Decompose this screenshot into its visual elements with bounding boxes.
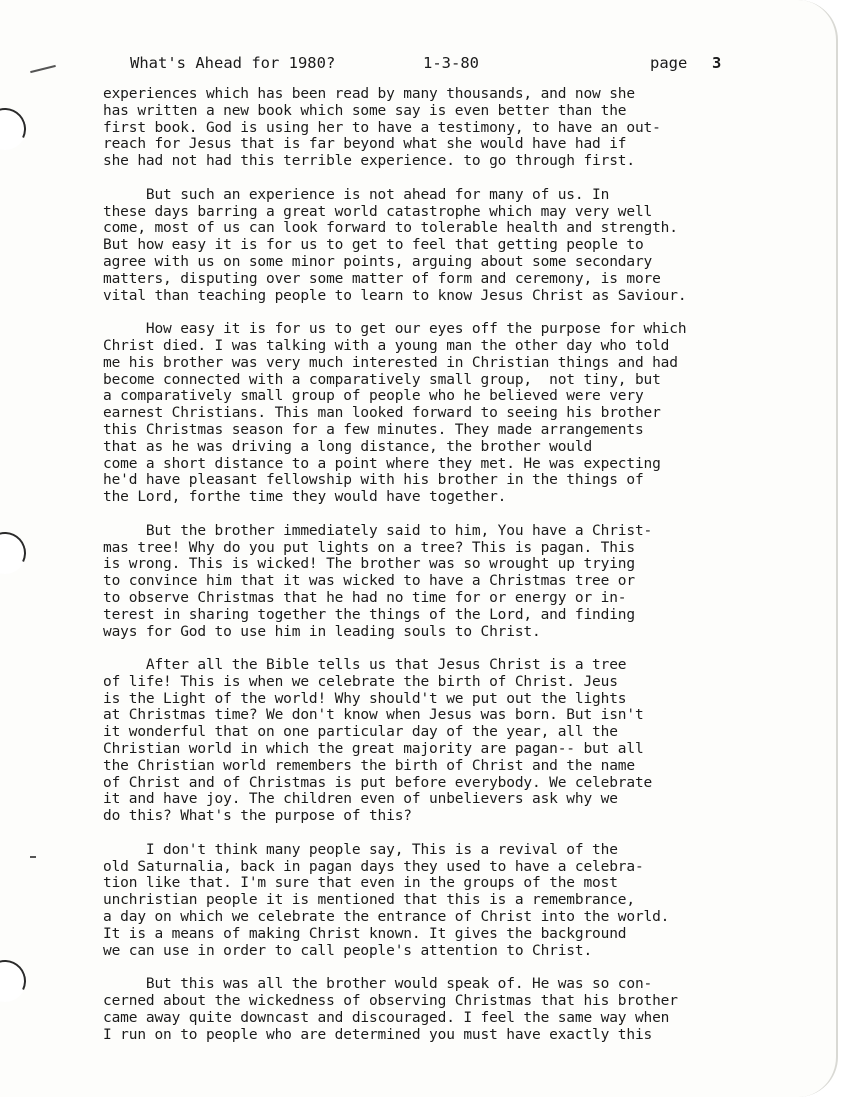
text-line: But how easy it is for us to get to feel that getting people to <box>103 237 644 254</box>
text-line: of life! This is when we celebrate the birth of Christ. Jeus <box>103 673 618 690</box>
pen-mark <box>30 65 56 73</box>
text-line: ways for God to use him in leading souls to Christ. <box>103 623 541 640</box>
text-line: of Christ and of Christmas is put before everybody. We celebrate <box>103 774 653 791</box>
text-line: come, most of us can look forward to tolerable health and strength. <box>103 220 678 237</box>
punch-hole <box>0 102 32 156</box>
text-line: But such an experience is not ahead for many of us. In <box>103 186 610 203</box>
text-line: do this? What's the purpose of this? <box>103 808 412 825</box>
page-label: page <box>650 54 688 72</box>
text-line: experiences which has been read by many thousands, and now she <box>103 86 635 102</box>
text-line: come a short distance to a point where they met. He was expecting <box>103 455 661 472</box>
paragraph <box>103 321 803 506</box>
text-line: a comparatively small group of people who he believed were very <box>103 388 644 405</box>
text-line: mas tree! Why do you put lights on a tree? This is pagan. This <box>103 539 635 556</box>
text-line: old Saturnalia, back in pagan days they used to have a celebra- <box>103 858 644 875</box>
text-line: unchristian people it is mentioned that this is a remembrance, <box>103 892 635 909</box>
text-line: But this was all the brother would speak of. He was so con- <box>103 976 653 993</box>
text-line: me his brother was very much interested in Christian things and had <box>103 354 678 371</box>
text-line: to observe Christmas that he had no time for or energy or in- <box>103 589 627 606</box>
text-line: she had not had this terrible experience. to go through first. <box>103 153 635 170</box>
text-line: I don't think many people say, This is a revival of the <box>103 841 618 858</box>
paragraph <box>103 523 803 641</box>
document-date: 1-3-80 <box>423 54 479 72</box>
text-line: reach for Jesus that is far beyond what she would have had if <box>103 136 627 153</box>
text-line: the Christian world remembers the birth of Christ and the name <box>103 757 635 774</box>
text-line: a day on which we celebrate the entrance of Christ into the world. <box>103 909 670 926</box>
paragraph <box>103 976 803 1043</box>
paragraph <box>103 187 803 305</box>
text-line: It is a means of making Christ known. It gives the background <box>103 925 627 942</box>
text-line: it and have joy. The children even of unbelievers ask why we <box>103 791 618 808</box>
text-line: the Lord, forthe time they would have together. <box>103 489 507 506</box>
text-line: tion like that. I'm sure that even in the groups of the most <box>103 875 618 892</box>
text-line: it wonderful that on one particular day of the year, all the <box>103 724 618 741</box>
paragraph <box>103 842 803 960</box>
text-line: agree with us on some minor points, arguing about some secondary <box>103 253 653 270</box>
text-line: first book. God is using her to have a testimony, to have an out- <box>103 119 661 136</box>
text-line: he'd have pleasant fellowship with his brother in the things of <box>103 472 644 489</box>
text-line: we can use in order to call people's attention to Christ. <box>103 942 593 959</box>
text-line: Christian world in which the great majority are pagan-- but all <box>103 741 644 758</box>
text-line: vital than teaching people to learn to know Jesus Christ as Saviour. <box>103 287 687 304</box>
page-number: 3 <box>712 54 722 72</box>
page-header <box>130 52 730 74</box>
text-line: earnest Christians. This man looked forward to seeing his brother <box>103 405 661 422</box>
punch-hole <box>0 526 32 580</box>
pen-mark <box>30 856 36 858</box>
body-text <box>103 86 803 1060</box>
text-line: is the Light of the world! Why should't we put out the lights <box>103 690 627 707</box>
text-line: I run on to people who are determined you must have exactly this <box>103 1026 653 1043</box>
text-line: came away quite downcast and discouraged. I feel the same way when <box>103 1009 670 1026</box>
document-title: What's Ahead for 1980? <box>130 54 336 72</box>
punch-hole <box>0 954 32 1008</box>
text-line: become connected with a comparatively small group, not tiny, but <box>103 371 661 388</box>
text-line: matters, disputing over some matter of form and ceremony, is more <box>103 270 661 287</box>
text-line: that as he was driving a long distance, the brother would <box>103 438 593 455</box>
text-line: After all the Bible tells us that Jesus Christ is a tree <box>103 657 627 674</box>
paragraph <box>103 657 803 825</box>
text-line: at Christmas time? We don't know when Jesus was born. But isn't <box>103 707 644 724</box>
text-line: cerned about the wickedness of observing Christmas that his brother <box>103 993 678 1010</box>
text-line: has written a new book which some say is even better than the <box>103 102 627 119</box>
text-line: How easy it is for us to get our eyes off the purpose for which <box>103 321 687 338</box>
text-line: But the brother immediately said to him, You have a Christ- <box>103 522 653 539</box>
text-line: these days barring a great world catastrophe which may very well <box>103 203 653 220</box>
paragraph <box>103 86 803 170</box>
text-line: this Christmas season for a few minutes. They made arrangements <box>103 421 644 438</box>
text-line: Christ died. I was talking with a young man the other day who told <box>103 337 670 354</box>
text-line: terest in sharing together the things of the Lord, and finding <box>103 606 635 623</box>
text-line: to convince him that it was wicked to have a Christmas tree or <box>103 573 635 590</box>
text-line: is wrong. This is wicked! The brother was so wrought up trying <box>103 556 635 573</box>
